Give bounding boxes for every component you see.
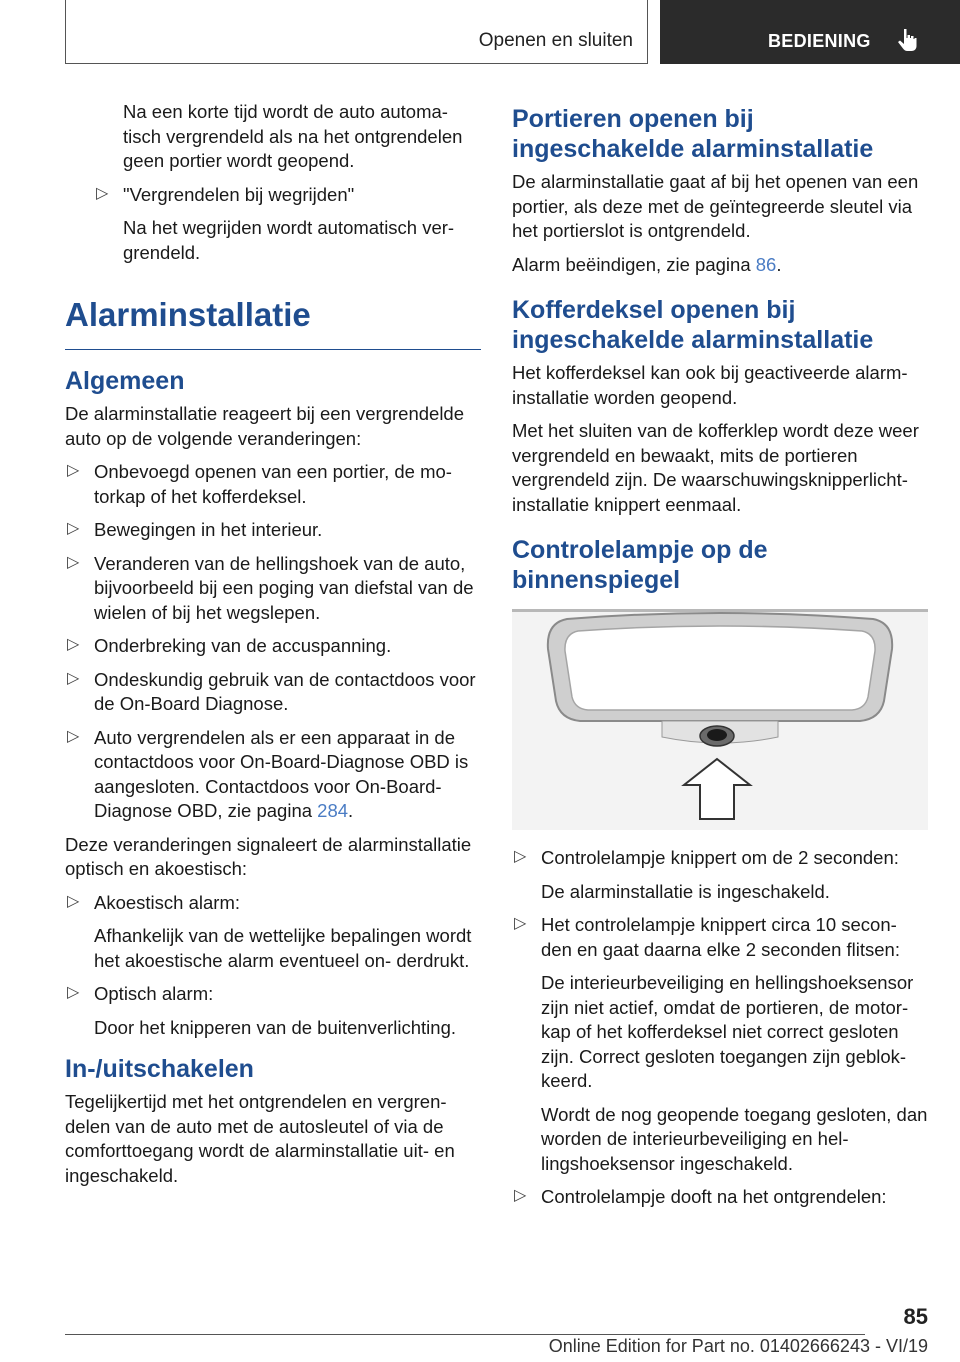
bullet-triangle-icon: ▷ bbox=[67, 462, 80, 479]
paragraph-alarm-end: Alarm beëindigen, zie pagina 86. bbox=[512, 253, 782, 275]
list-item: ▷ Auto vergrendelen als er een apparaat in de contactdoos voor On-Board-Diagnose OBD is aangesloten. Contactdoos voor On-Board- Diagnose OBD, zie pagina 284. bbox=[67, 726, 469, 821]
footer-rule bbox=[65, 1334, 865, 1335]
item-description: Afhankelijk van de wettelijke bepalingen wordt het akoestische alarm eventueel on‐ derdrukt. bbox=[94, 925, 472, 971]
list-item bbox=[512, 913, 930, 1176]
paragraph-koffer-2: Met het sluiten van de kofferklep wordt deze weer vergrendeld en bewaakt, mits de portieren vergrendeld zijn. De waarschuwingsknipperlicht‐ installatie knippert eenmaal. bbox=[512, 420, 919, 515]
right-column bbox=[512, 100, 930, 1219]
list-item bbox=[94, 183, 481, 266]
chapter-tab bbox=[660, 0, 960, 64]
bullet-triangle-icon: ▷ bbox=[67, 669, 80, 687]
bullet-triangle-icon: ▷ bbox=[67, 727, 80, 745]
bullet-triangle-icon: ▷ bbox=[514, 915, 527, 932]
subheading-inuit: In-/uitschakelen bbox=[65, 1055, 254, 1083]
changes-list bbox=[65, 460, 481, 824]
subheading-kofferdeksel: Kofferdeksel openen bij ingeschakelde alarminstallatie bbox=[512, 296, 874, 354]
item-description: De interieurbeveiliging en hellingshoeksensor zijn niet actief, omdat de portieren, de motor‐ kap of het kofferdeksel niet correct gesloten zijn. Correct gesloten toegangen zijn geblok‐ keerd. bbox=[541, 972, 914, 1091]
list-item bbox=[512, 846, 930, 904]
bullet-triangle-icon: ▷ bbox=[67, 636, 80, 653]
list-item: ▷ Bewegingen in het interieur. bbox=[67, 519, 323, 540]
pointing-hand-icon bbox=[897, 28, 917, 52]
paragraph-koffer-1: Het kofferdeksel kan ook bij geactiveerde alarm‐ installatie worden geopend. bbox=[512, 362, 908, 408]
item-label: Controlelampje dooft na het ontgrendelen: bbox=[541, 1186, 887, 1207]
paragraph-signal: Deze veranderingen signaleert de alarminstallatie optisch en akoestisch: bbox=[65, 833, 472, 879]
item-label: "Vergrendelen bij wegrijden" bbox=[123, 183, 355, 205]
paragraph-algemeen: De alarminstallatie reageert bij een vergrendelde auto op de volgende veranderingen: bbox=[65, 403, 465, 449]
page-number: 85 bbox=[903, 1304, 928, 1329]
page-link-86[interactable]: 86 bbox=[755, 253, 777, 275]
heading-rule bbox=[65, 349, 481, 350]
item-label: Optisch alarm: bbox=[94, 983, 214, 1004]
section-heading-alarm: Alarminstallatie bbox=[65, 296, 311, 333]
item-description: Wordt de nog geopende toegang gesloten, dan worden de interieurbeveiliging en hel‐ lingshoeksensor ingeschakeld. bbox=[541, 1103, 928, 1174]
item-description: Door het knipperen van de buitenverlichting. bbox=[94, 1016, 457, 1038]
paragraph-inuit: Tegelijkertijd met het ontgrendelen en vergren‐ delen van de auto met de autosleutel of via de comforttoegang wordt de alarminstallatie uit- en ingeschakeld. bbox=[65, 1091, 455, 1186]
page-link-284[interactable]: 284 bbox=[317, 800, 349, 821]
running-header bbox=[65, 0, 648, 64]
edition-note: Online Edition for Part no. 01402666243 - VI/19 bbox=[548, 1336, 928, 1356]
item-label: Akoestisch alarm: bbox=[94, 891, 240, 913]
subheading-controlelampje: Controlelampje op de binnenspiegel bbox=[512, 536, 768, 594]
intro-continuation: Na een korte tijd wordt de auto automa‐ tisch vergrendeld als na het ontgrendelen geen portier wordt geopend. bbox=[123, 101, 463, 171]
item-description: De alarminstallatie is ingeschakeld. bbox=[541, 880, 830, 902]
bullet-triangle-icon: ▷ bbox=[67, 984, 80, 1001]
list-item: ▷ Onbevoegd openen van een portier, de mo‐ torkap of het kofferdeksel. bbox=[67, 461, 452, 507]
auto-lock-list bbox=[65, 183, 481, 266]
alarm-types-list bbox=[65, 891, 481, 1041]
bullet-triangle-icon: ▷ bbox=[67, 520, 80, 537]
left-column bbox=[65, 100, 481, 1197]
list-item bbox=[512, 1185, 930, 1210]
list-item bbox=[65, 982, 481, 1040]
paragraph-portieren: De alarminstallatie gaat af bij het openen van een portier, als deze met de geïntegreerde sleutel via het portierslot is ontgrendeld. bbox=[512, 171, 919, 241]
list-item: ▷ Onderbreking van de accuspanning. bbox=[67, 635, 392, 656]
list-item bbox=[65, 891, 481, 974]
chapter-title: BEDIENING bbox=[768, 31, 871, 51]
list-item: ▷ Ondeskundig gebruik van de contactdoos voor de On-Board Diagnose. bbox=[67, 668, 476, 714]
item-label: Het controlelampje knippert circa 10 secon‐ den en gaat daarna elke 2 seconden flitsen: bbox=[541, 914, 900, 960]
item-description: Na het wegrijden wordt automatisch ver‐ grendeld. bbox=[123, 217, 455, 263]
rearview-mirror-illustration bbox=[512, 609, 928, 830]
subheading-algemeen: Algemeen bbox=[65, 367, 185, 395]
bullet-triangle-icon: ▷ bbox=[67, 892, 80, 910]
section-title: Openen en sluiten bbox=[478, 30, 633, 51]
bullet-triangle-icon: ▷ bbox=[96, 184, 109, 202]
indicator-list bbox=[512, 846, 930, 1210]
bullet-triangle-icon: ▷ bbox=[514, 1187, 527, 1204]
bullet-triangle-icon: ▷ bbox=[67, 553, 80, 571]
item-label: Controlelampje knippert om de 2 seconden: bbox=[541, 847, 899, 868]
rearview-mirror-figure bbox=[512, 609, 928, 830]
bullet-triangle-icon: ▷ bbox=[514, 848, 527, 865]
subheading-portieren: Portieren openen bij ingeschakelde alarminstallatie bbox=[512, 105, 874, 163]
list-item: ▷ Veranderen van de hellingshoek van de auto, bijvoorbeeld bij een poging van diefstal van de wielen of bij het wegslepen. bbox=[67, 552, 474, 623]
